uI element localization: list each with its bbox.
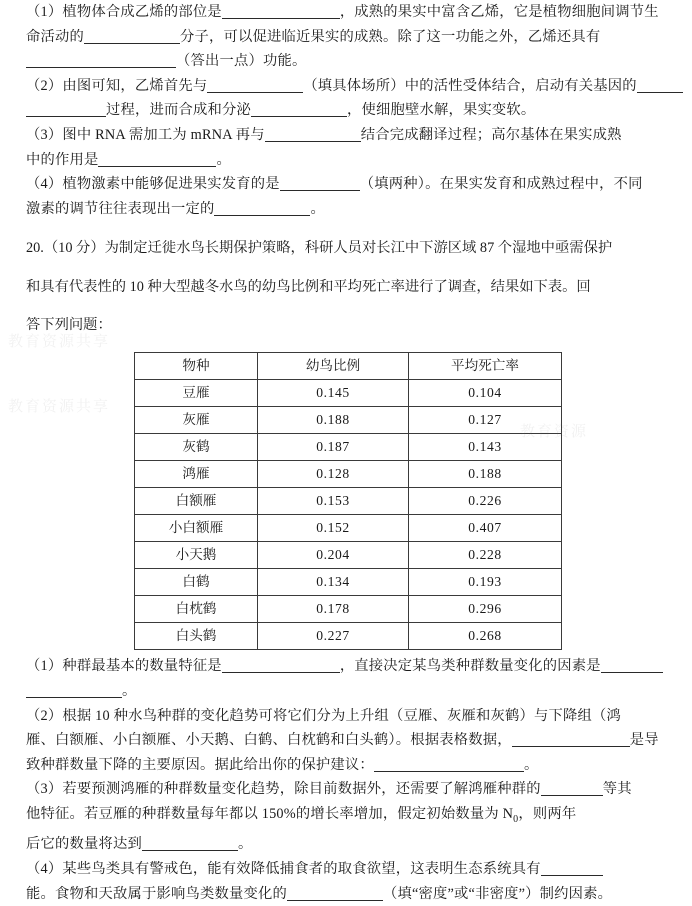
- watermark: 教育资源共享: [8, 399, 111, 415]
- answer-blank[interactable]: [222, 3, 340, 19]
- text-run: 中的作用是: [26, 151, 99, 168]
- cell-mortality: 0.127: [409, 407, 562, 434]
- table-row: [135, 488, 562, 515]
- text-run: （填“密度”或“非密度”）制约因素。: [382, 885, 613, 902]
- answer-blank[interactable]: [251, 101, 347, 117]
- text-run: （3）图中 RNA 需加工为 mRNA 再与: [26, 126, 265, 143]
- cell-mortality: 0.104: [409, 380, 562, 407]
- cell-juvenile-ratio: 0.187: [258, 434, 409, 461]
- question-19-block: [0, 0, 692, 221]
- answer-blank[interactable]: [142, 835, 238, 851]
- cell-juvenile-ratio: 0.188: [258, 407, 409, 434]
- question-line: [26, 49, 670, 74]
- answer-blank[interactable]: [84, 28, 180, 44]
- cell-mortality: 0.296: [409, 596, 562, 623]
- text-run: 命活动的: [26, 28, 84, 45]
- text-run: 结合完成翻译过程；高尔基体在果实成熟: [360, 126, 622, 143]
- bird-data-table-wrapper: [26, 352, 670, 650]
- text-run: 。: [216, 151, 231, 168]
- cell-mortality: 0.188: [409, 461, 562, 488]
- table-row: [135, 623, 562, 650]
- table-row: [135, 380, 562, 407]
- question-line: [26, 148, 670, 173]
- cell-species: 灰雁: [135, 407, 258, 434]
- text-run: （1）种群最基本的数量特征是: [26, 658, 222, 675]
- text-run: （3）若要预测鸿雁的种群数量变化趋势，除目前数据外，还需要了解鸿雁种群的: [26, 781, 541, 798]
- question-20-block: [0, 236, 692, 906]
- text-run: 过程，进而合成和分泌: [106, 102, 251, 119]
- cell-juvenile-ratio: 0.227: [258, 623, 409, 650]
- question-line: [26, 25, 670, 50]
- table-row: [135, 569, 562, 596]
- question-line: [26, 777, 670, 802]
- text-run: 雁、白额雁、小白额雁、小天鹅、白鹤、白枕鹤和白头鹤）。根据表格数据，: [26, 732, 512, 749]
- text-run: 他特征。若豆雁的种群数量每年都以 150%的增长率增加，假定初始数量为 N: [26, 805, 514, 822]
- text-run: 激素的调节往往表现出一定的: [26, 200, 215, 217]
- answer-blank[interactable]: [26, 682, 122, 698]
- watermark: 教育资源共享: [8, 334, 111, 350]
- cell-species: 小天鹅: [135, 542, 258, 569]
- question-line: [26, 172, 670, 197]
- answer-blank[interactable]: [512, 731, 630, 747]
- text-run: 分子，可以促进临近果实的成熟。除了这一功能之外，乙烯还具有: [180, 28, 601, 45]
- answer-blank[interactable]: [222, 657, 340, 673]
- cell-species: 白额雁: [135, 488, 258, 515]
- text-run: 致种群数量下降的主要原因。据此给出你的保护建议：: [26, 756, 374, 773]
- table-header-juvenile-ratio: 幼鸟比例: [258, 353, 409, 380]
- answer-blank[interactable]: [601, 657, 663, 673]
- text-run: 能。食物和天敌属于影响鸟类数量变化的: [26, 885, 287, 902]
- cell-juvenile-ratio: 0.152: [258, 515, 409, 542]
- text-run: 。: [523, 756, 539, 773]
- table-row: [135, 461, 562, 488]
- cell-juvenile-ratio: 0.178: [258, 596, 409, 623]
- answer-blank[interactable]: [26, 52, 176, 68]
- answer-blank[interactable]: [637, 77, 683, 93]
- table-body: [135, 380, 562, 650]
- table-header-row: [135, 353, 562, 380]
- text-run: 。: [310, 200, 325, 217]
- question-line: [26, 0, 670, 25]
- cell-species: 豆雁: [135, 380, 258, 407]
- table-row: [135, 407, 562, 434]
- table-row: [135, 434, 562, 461]
- question-line: [26, 98, 670, 123]
- table-header-species: 物种: [135, 353, 258, 380]
- cell-species: 小白额雁: [135, 515, 258, 542]
- text-run: （填两种）。在果实发育和成熟过程中，不同: [359, 176, 643, 193]
- question-line: [26, 728, 670, 753]
- answer-blank[interactable]: [98, 151, 216, 167]
- answer-blank[interactable]: [541, 780, 603, 796]
- cell-mortality: 0.268: [409, 623, 562, 650]
- text-run: 等其: [602, 781, 632, 798]
- answer-blank[interactable]: [287, 885, 383, 901]
- text-run: （2）根据 10 种水鸟种群的变化趋势可将它们分为上升组（豆雁、灰雁和灰鹤）与下降组（鸿: [26, 707, 621, 724]
- cell-species: 白鹤: [135, 569, 258, 596]
- question-20-stem-line: 和具有代表性的 10 种大型越冬水鸟的幼鸟比例和平均死亡率进行了调查，结果如下表。回: [26, 278, 591, 295]
- cell-mortality: 0.226: [409, 488, 562, 515]
- question-line: [26, 753, 670, 778]
- question-line: [26, 857, 670, 882]
- text-run: ，成熟的果实中富含乙烯，它是植物细胞间调节生: [339, 4, 659, 20]
- text-run: （4）植物激素中能够促进果实发育的是: [26, 176, 280, 193]
- text-run: （4）某些鸟类具有警戒色，能有效降低捕食者的取食欲望，这表明生态系统具有: [26, 860, 541, 877]
- question-line: [26, 74, 670, 99]
- text-run: 。: [237, 836, 253, 853]
- cell-species: 白枕鹤: [135, 596, 258, 623]
- cell-mortality: 0.193: [409, 569, 562, 596]
- subscript: 0: [513, 813, 519, 825]
- answer-blank[interactable]: [280, 175, 360, 191]
- cell-juvenile-ratio: 0.134: [258, 569, 409, 596]
- question-line: [26, 654, 670, 679]
- question-line: [26, 832, 670, 857]
- cell-juvenile-ratio: 0.204: [258, 542, 409, 569]
- cell-mortality: 0.143: [409, 434, 562, 461]
- text-run: ，直接决定某鸟类种群数量变化的因素是: [339, 658, 601, 675]
- text-run: （答出一点）功能。: [176, 53, 307, 70]
- question-20-stem-line: 20.（10 分）为制定迁徙水鸟长期保护策略，科研人员对长江中下游区域 87 个湿地中亟需保护: [26, 239, 613, 256]
- answer-blank[interactable]: [265, 126, 361, 142]
- answer-blank[interactable]: [374, 756, 524, 772]
- text-run: （填具体场所）中的活性受体结合，启动有关基因的: [303, 77, 637, 94]
- cell-mortality: 0.228: [409, 542, 562, 569]
- cell-species: 白头鹤: [135, 623, 258, 650]
- question-line: [26, 802, 670, 832]
- question-line: [26, 197, 670, 222]
- question-line: [26, 123, 670, 148]
- text-run: ，则两年: [518, 805, 577, 822]
- cell-juvenile-ratio: 0.153: [258, 488, 409, 515]
- question-20-stem: [26, 236, 670, 338]
- text-run: （1）植物体合成乙烯的部位是: [26, 4, 222, 20]
- text-run: 。: [122, 682, 137, 699]
- text-run: （2）由图可知，乙烯首先与: [26, 77, 208, 94]
- watermark: 教育资源: [520, 424, 589, 440]
- bird-data-table: [134, 352, 562, 650]
- cell-mortality: 0.407: [409, 515, 562, 542]
- table-header-mortality: 平均死亡率: [409, 353, 562, 380]
- text-run: ，使细胞壁水解，果实变软。: [346, 102, 536, 119]
- text-run: 是导: [629, 732, 659, 749]
- text-run: 后它的数量将达到: [26, 836, 142, 853]
- question-20-lines: [26, 654, 670, 906]
- table-row: [135, 542, 562, 569]
- table-row: [135, 596, 562, 623]
- question-19-lines: [26, 0, 670, 221]
- question-line: [26, 704, 670, 729]
- answer-blank[interactable]: [207, 77, 303, 93]
- cell-species: 鸿雁: [135, 461, 258, 488]
- answer-blank[interactable]: [541, 860, 603, 876]
- cell-species: 灰鹤: [135, 434, 258, 461]
- question-line: [26, 882, 670, 906]
- answer-blank[interactable]: [214, 200, 310, 216]
- question-line: [26, 679, 670, 704]
- table-row: [135, 515, 562, 542]
- answer-blank[interactable]: [26, 101, 106, 117]
- question-20-stem-line: 答下列问题：: [26, 317, 112, 334]
- cell-juvenile-ratio: 0.128: [258, 461, 409, 488]
- cell-juvenile-ratio: 0.145: [258, 380, 409, 407]
